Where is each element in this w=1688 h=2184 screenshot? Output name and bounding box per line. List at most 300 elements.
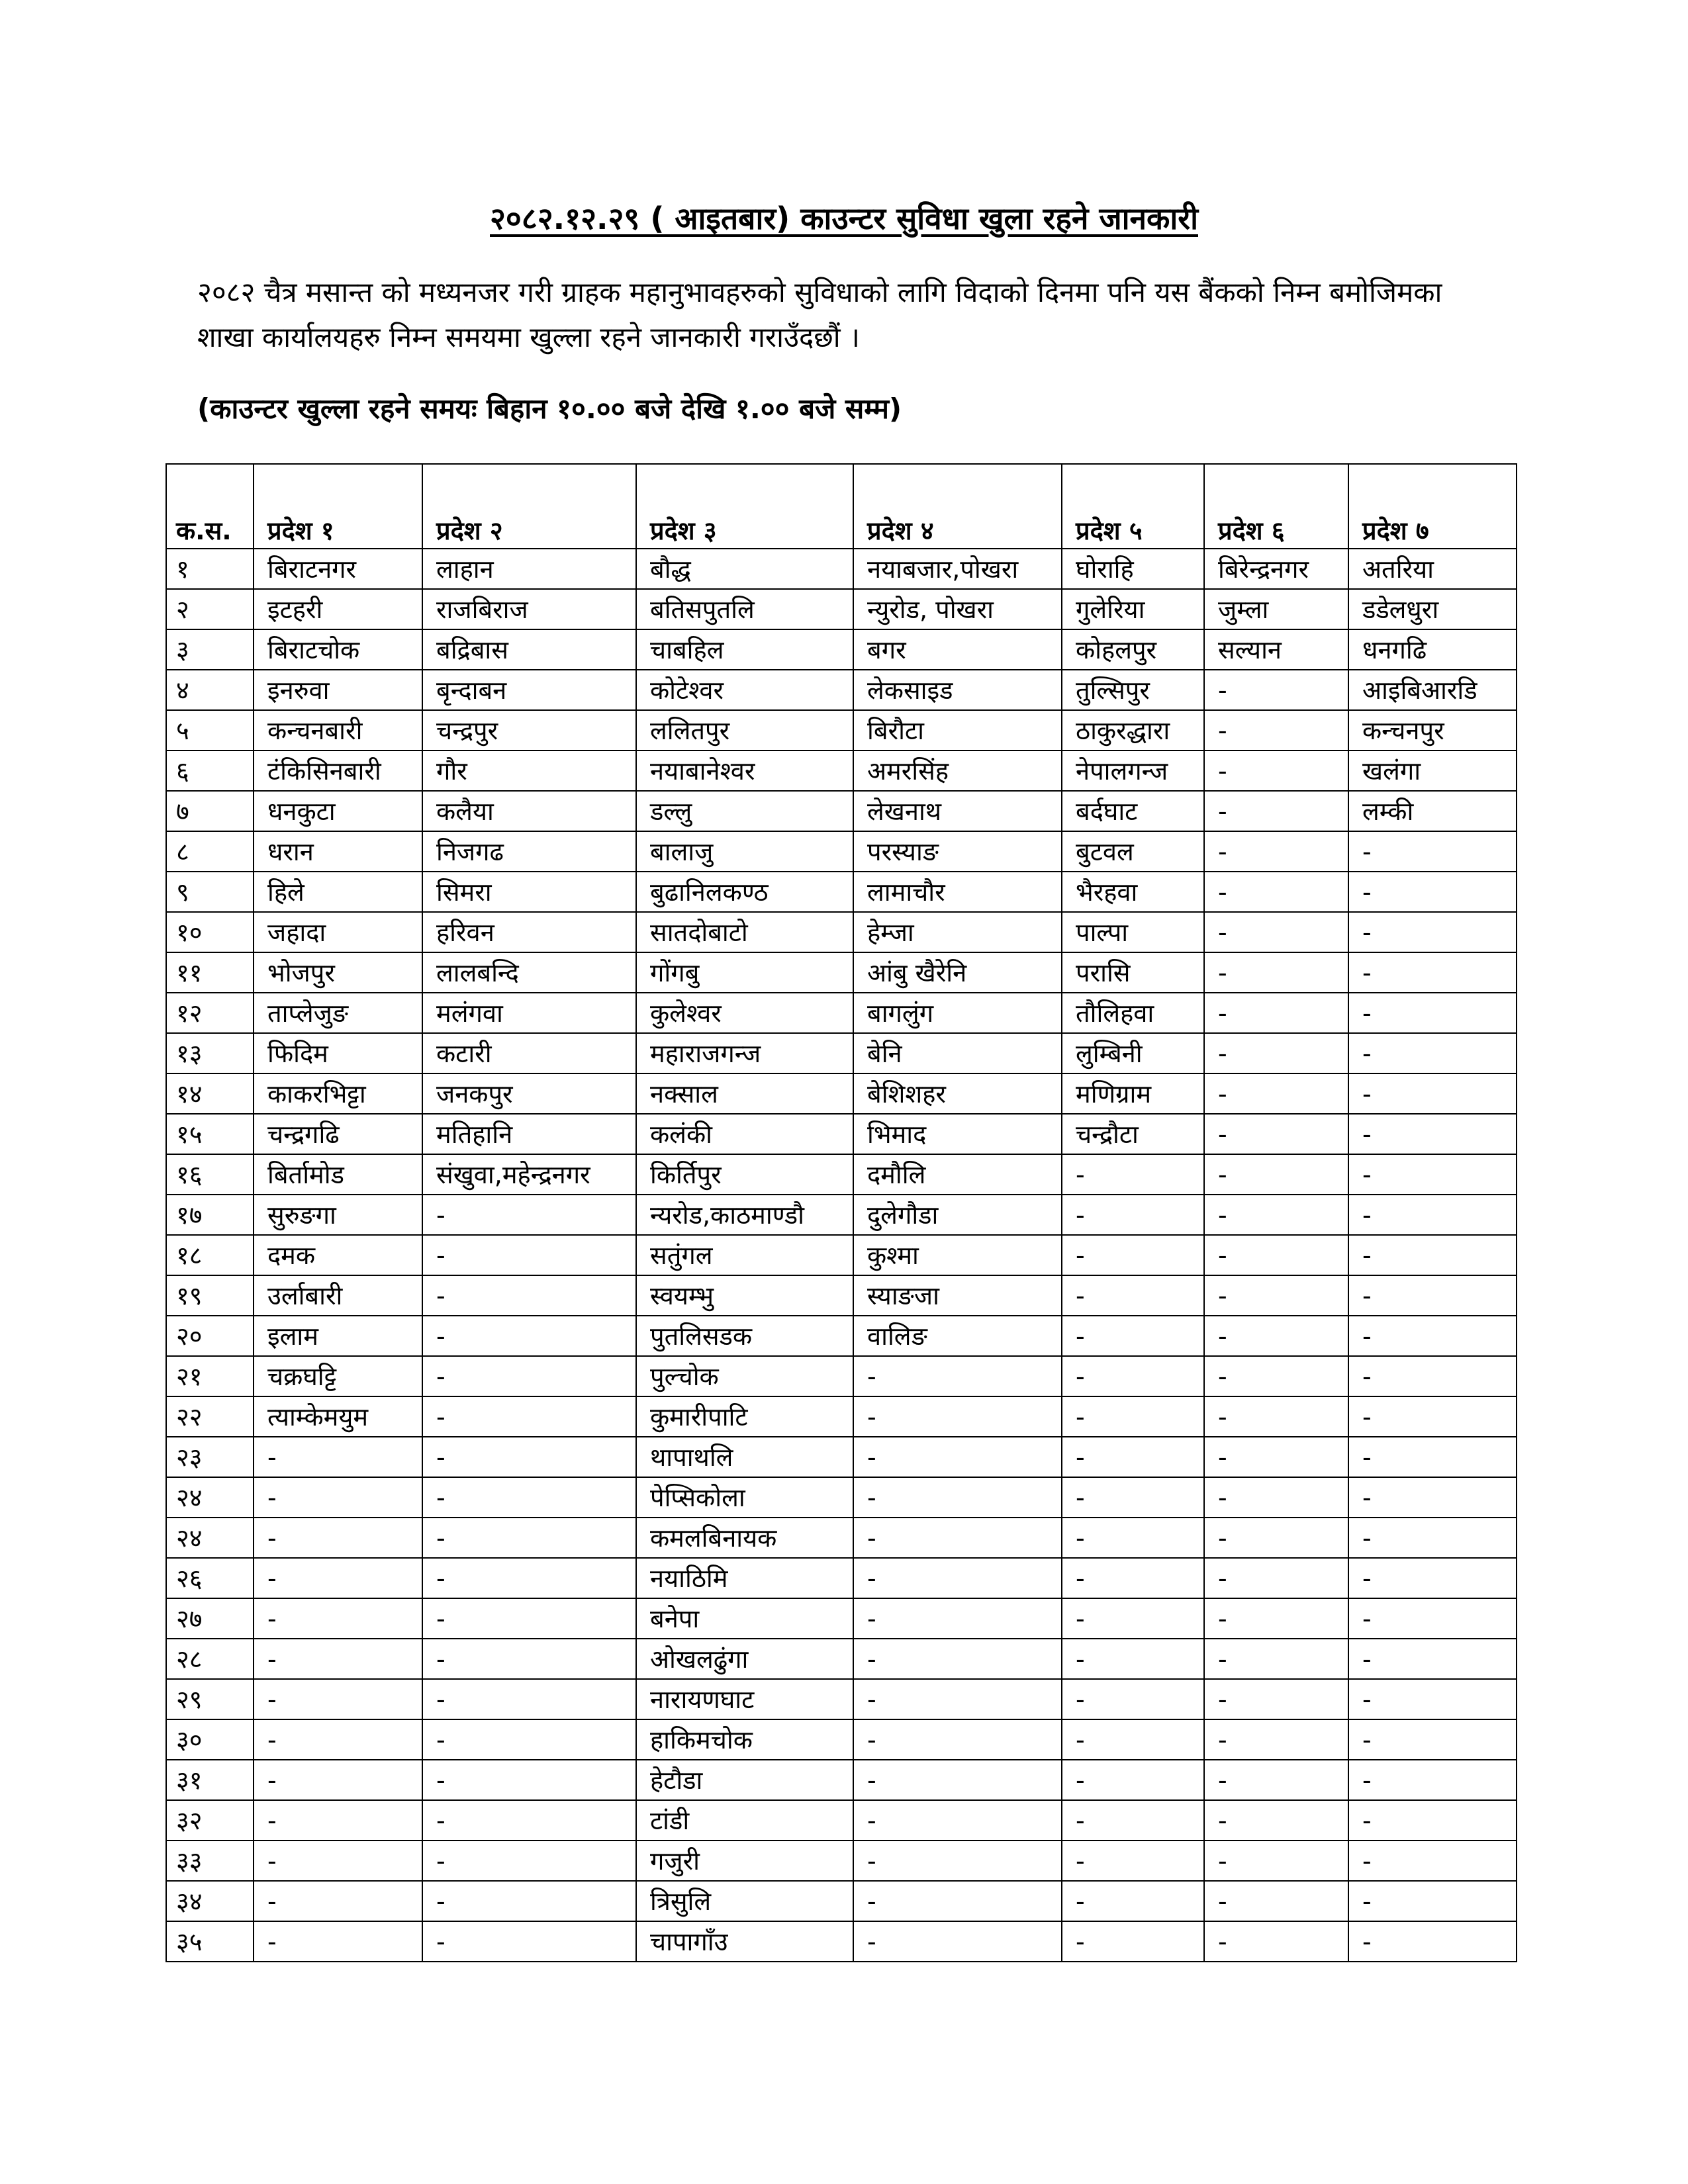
branch-name-cell: -	[1204, 1073, 1348, 1114]
branch-name-cell: -	[1348, 912, 1517, 952]
branch-name-cell: -	[1062, 1195, 1204, 1235]
branch-name-cell: -	[853, 1437, 1062, 1477]
branch-name-cell: -	[422, 1598, 636, 1639]
branch-name-cell: बालाजु	[636, 831, 853, 872]
branch-name-cell: -	[254, 1598, 422, 1639]
branch-name-cell: -	[1348, 1356, 1517, 1396]
serial-number-cell: १२	[166, 993, 254, 1033]
branch-name-cell: निजगढ	[422, 831, 636, 872]
branch-name-cell: बतिसपुतलि	[636, 589, 853, 629]
branch-name-cell: लेकसाइड	[853, 670, 1062, 710]
branch-name-cell: -	[853, 1477, 1062, 1518]
branch-name-cell: परस्याङ	[853, 831, 1062, 872]
branch-name-cell: -	[853, 1598, 1062, 1639]
branch-name-cell: जहादा	[254, 912, 422, 952]
branch-name-cell: -	[1348, 1477, 1517, 1518]
branch-name-cell: कोहलपुर	[1062, 629, 1204, 670]
branch-name-cell: चन्द्रपुर	[422, 710, 636, 751]
branch-name-cell: सल्यान	[1204, 629, 1348, 670]
branch-name-cell: मतिहानि	[422, 1114, 636, 1154]
branch-name-cell: -	[422, 1760, 636, 1800]
branch-name-cell: हाकिमचोक	[636, 1719, 853, 1760]
branch-name-cell: -	[1204, 952, 1348, 993]
branch-name-cell: -	[1062, 1558, 1204, 1598]
branch-name-cell: तौलिहवा	[1062, 993, 1204, 1033]
branch-name-cell: -	[422, 1719, 636, 1760]
branch-name-cell: -	[422, 1921, 636, 1962]
serial-number-cell: २८	[166, 1639, 254, 1679]
branch-name-cell: -	[1204, 791, 1348, 831]
branch-name-cell: संखुवा,महेन्द्रनगर	[422, 1154, 636, 1195]
table-row	[166, 993, 1517, 1033]
branch-name-cell: -	[254, 1719, 422, 1760]
branch-name-cell: टंकिसिनबारी	[254, 751, 422, 791]
branch-name-cell: त्रिसुलि	[636, 1881, 853, 1921]
branch-name-cell: गजुरी	[636, 1841, 853, 1881]
branch-name-cell: धनगढि	[1348, 629, 1517, 670]
branch-name-cell: -	[254, 1639, 422, 1679]
branch-name-cell: -	[254, 1760, 422, 1800]
serial-number-cell: १५	[166, 1114, 254, 1154]
table-row	[166, 670, 1517, 710]
table-row	[166, 1639, 1517, 1679]
serial-number-cell: ३३	[166, 1841, 254, 1881]
branch-name-cell: -	[1204, 1275, 1348, 1316]
branch-name-cell: -	[1204, 1841, 1348, 1881]
branch-name-cell: -	[1062, 1437, 1204, 1477]
branch-name-cell: फिदिम	[254, 1033, 422, 1073]
branch-name-cell: धनकुटा	[254, 791, 422, 831]
table-row	[166, 1396, 1517, 1437]
column-header-province-5: प्रदेश ५	[1062, 464, 1204, 549]
branch-name-cell: -	[422, 1437, 636, 1477]
branch-name-cell: कोटेश्वर	[636, 670, 853, 710]
branch-name-cell: ओखलढुंगा	[636, 1639, 853, 1679]
branch-name-cell: -	[1062, 1477, 1204, 1518]
branch-name-cell: -	[853, 1841, 1062, 1881]
branch-name-cell: लाहान	[422, 549, 636, 589]
branch-name-cell: -	[1348, 1881, 1517, 1921]
branch-name-cell: -	[853, 1760, 1062, 1800]
branch-name-cell: तुल्सिपुर	[1062, 670, 1204, 710]
branch-name-cell: चापागाँउ	[636, 1921, 853, 1962]
branch-name-cell: इटहरी	[254, 589, 422, 629]
serial-number-cell: १४	[166, 1073, 254, 1114]
branch-name-cell: -	[1062, 1316, 1204, 1356]
branch-name-cell: स्वयम्भु	[636, 1275, 853, 1316]
serial-number-cell: १९	[166, 1275, 254, 1316]
serial-number-cell: २४	[166, 1477, 254, 1518]
branch-name-cell: हेम्जा	[853, 912, 1062, 952]
branch-name-cell: -	[1204, 1518, 1348, 1558]
branch-name-cell: -	[853, 1679, 1062, 1719]
branch-name-cell: -	[422, 1396, 636, 1437]
branch-name-cell: न्यरोड,काठमाण्डौ	[636, 1195, 853, 1235]
branch-name-cell: -	[1204, 1881, 1348, 1921]
branch-name-cell: बागलुंग	[853, 993, 1062, 1033]
branch-name-cell: -	[422, 1195, 636, 1235]
branch-name-cell: चन्द्रगढि	[254, 1114, 422, 1154]
branch-name-cell: बिर्तामोड	[254, 1154, 422, 1195]
branch-name-cell: -	[1204, 1316, 1348, 1356]
branch-name-cell: कुलेश्वर	[636, 993, 853, 1033]
branch-name-cell: कलंकी	[636, 1114, 853, 1154]
branch-name-cell: -	[254, 1477, 422, 1518]
branch-name-cell: -	[1348, 1760, 1517, 1800]
branch-name-cell: काकरभिट्टा	[254, 1073, 422, 1114]
branch-name-cell: पुतलिसडक	[636, 1316, 853, 1356]
branch-name-cell: -	[422, 1881, 636, 1921]
branch-name-cell: -	[1348, 1275, 1517, 1316]
branch-name-cell: -	[1204, 1154, 1348, 1195]
branch-name-cell: -	[1204, 1598, 1348, 1639]
serial-number-cell: ३५	[166, 1921, 254, 1962]
branch-name-cell: सिमरा	[422, 872, 636, 912]
branch-name-cell: -	[1062, 1639, 1204, 1679]
branch-name-cell: -	[1348, 952, 1517, 993]
branch-name-cell: -	[422, 1477, 636, 1518]
branch-name-cell: -	[1062, 1235, 1204, 1275]
table-row	[166, 1195, 1517, 1235]
branch-name-cell: बृन्दाबन	[422, 670, 636, 710]
table-row	[166, 1760, 1517, 1800]
branch-name-cell: सुरुङगा	[254, 1195, 422, 1235]
branch-name-cell: -	[1348, 1639, 1517, 1679]
serial-number-cell: ४	[166, 670, 254, 710]
branch-name-cell: बेनि	[853, 1033, 1062, 1073]
branch-name-cell: -	[1348, 1800, 1517, 1841]
branch-name-cell: आंबु खैरेनि	[853, 952, 1062, 993]
branch-name-cell: खलंगा	[1348, 751, 1517, 791]
branch-name-cell: इलाम	[254, 1316, 422, 1356]
table-row	[166, 1154, 1517, 1195]
branch-name-cell: बेशिशहर	[853, 1073, 1062, 1114]
serial-number-cell: ३४	[166, 1881, 254, 1921]
branch-name-cell: -	[1348, 1033, 1517, 1073]
branch-name-cell: हरिवन	[422, 912, 636, 952]
branch-name-cell: -	[1348, 1114, 1517, 1154]
branch-name-cell: मलंगवा	[422, 993, 636, 1033]
branch-name-cell: गोंगबु	[636, 952, 853, 993]
serial-number-cell: ६	[166, 751, 254, 791]
branch-name-cell: सतुंगल	[636, 1235, 853, 1275]
serial-number-cell: ८	[166, 831, 254, 872]
branch-name-cell: -	[422, 1275, 636, 1316]
serial-number-cell: ३	[166, 629, 254, 670]
branch-name-cell: सातदोबाटो	[636, 912, 853, 952]
branch-name-cell: -	[1348, 1437, 1517, 1477]
branch-name-cell: -	[853, 1518, 1062, 1558]
table-row	[166, 1800, 1517, 1841]
branch-name-cell: कटारी	[422, 1033, 636, 1073]
serial-number-cell: २६	[166, 1558, 254, 1598]
column-header-province-6: प्रदेश ६	[1204, 464, 1348, 549]
branch-name-cell: कुमारीपाटि	[636, 1396, 853, 1437]
branch-name-cell: -	[422, 1639, 636, 1679]
serial-number-cell: १८	[166, 1235, 254, 1275]
table-row	[166, 1114, 1517, 1154]
serial-number-cell: ३१	[166, 1760, 254, 1800]
branch-name-cell: बिरौटा	[853, 710, 1062, 751]
branch-name-cell: -	[254, 1841, 422, 1881]
branch-name-cell: भोजपुर	[254, 952, 422, 993]
column-header-province-4: प्रदेश ४	[853, 464, 1062, 549]
table-row	[166, 549, 1517, 589]
branch-name-cell: -	[1204, 1114, 1348, 1154]
branch-name-cell: दुलेगौडा	[853, 1195, 1062, 1235]
branch-name-cell: लेखनाथ	[853, 791, 1062, 831]
branch-name-cell: -	[1062, 1518, 1204, 1558]
column-header-province-7: प्रदेश ७	[1348, 464, 1517, 549]
table-row	[166, 1719, 1517, 1760]
branch-name-cell: बुटवल	[1062, 831, 1204, 872]
table-row	[166, 1598, 1517, 1639]
branch-name-cell: -	[1204, 1356, 1348, 1396]
branch-name-cell: नयाठिमि	[636, 1558, 853, 1598]
branch-name-cell: -	[1348, 1719, 1517, 1760]
table-row	[166, 872, 1517, 912]
branch-name-cell: -	[1348, 872, 1517, 912]
branch-name-cell: -	[1204, 1760, 1348, 1800]
branch-name-cell: -	[254, 1800, 422, 1841]
branch-name-cell: -	[1348, 1921, 1517, 1962]
branch-name-cell: -	[1348, 1154, 1517, 1195]
branch-name-cell: हेटौडा	[636, 1760, 853, 1800]
header-row	[166, 464, 1517, 549]
branch-name-cell: -	[1204, 1800, 1348, 1841]
branch-name-cell: चाबहिल	[636, 629, 853, 670]
branch-name-cell: गौर	[422, 751, 636, 791]
branch-name-cell: नक्साल	[636, 1073, 853, 1114]
branch-name-cell: -	[1348, 1235, 1517, 1275]
serial-number-cell: ९	[166, 872, 254, 912]
branch-name-cell: -	[254, 1558, 422, 1598]
branch-name-cell: नारायणघाट	[636, 1679, 853, 1719]
branch-name-cell: दमक	[254, 1235, 422, 1275]
branch-name-cell: -	[1062, 1679, 1204, 1719]
table-row	[166, 1841, 1517, 1881]
branch-name-cell: न्युरोड, पोखरा	[853, 589, 1062, 629]
table-row	[166, 710, 1517, 751]
serial-number-cell: ११	[166, 952, 254, 993]
serial-number-cell: २९	[166, 1679, 254, 1719]
branch-name-cell: -	[1204, 1558, 1348, 1598]
branch-name-cell: बनेपा	[636, 1598, 853, 1639]
branch-name-cell: थापाथलि	[636, 1437, 853, 1477]
branch-name-cell: -	[1062, 1275, 1204, 1316]
table-row	[166, 1033, 1517, 1073]
branch-name-cell: घोराहि	[1062, 549, 1204, 589]
branch-name-cell: -	[1204, 1477, 1348, 1518]
branch-name-cell: पाल्पा	[1062, 912, 1204, 952]
branch-name-cell: बर्दघाट	[1062, 791, 1204, 831]
branch-name-cell: -	[1348, 1195, 1517, 1235]
serial-number-cell: ३२	[166, 1800, 254, 1841]
branch-name-cell: लुम्बिनी	[1062, 1033, 1204, 1073]
column-header-province-3: प्रदेश ३	[636, 464, 853, 549]
serial-number-cell: २०	[166, 1316, 254, 1356]
table-row	[166, 1558, 1517, 1598]
branch-name-cell: गुलेरिया	[1062, 589, 1204, 629]
branch-name-cell: -	[422, 1800, 636, 1841]
branch-name-cell: लालबन्दि	[422, 952, 636, 993]
branch-name-cell: बद्रिबास	[422, 629, 636, 670]
branch-name-cell: -	[1204, 831, 1348, 872]
branch-table-body	[166, 549, 1517, 1962]
branch-name-cell: -	[1348, 831, 1517, 872]
intro-paragraph: २०८२ चैत्र मसान्त को मध्यनजर गरी ग्राहक महानुभावहरुको सुविधाको लागि विदाको दिनमा पनि यस बैंकको निम्न बमोजिमका शाखा कार्यालयहरु निम्न समयमा खुल्ला रहने जानकारी गराउँदछौं ।	[197, 276, 1442, 353]
branch-name-cell: -	[1204, 1679, 1348, 1719]
branch-name-cell: -	[1348, 1841, 1517, 1881]
table-row	[166, 952, 1517, 993]
branch-name-cell: -	[1204, 1437, 1348, 1477]
branch-name-cell: डडेलधुरा	[1348, 589, 1517, 629]
table-row	[166, 1073, 1517, 1114]
branch-name-cell: -	[1204, 1639, 1348, 1679]
branch-name-cell: -	[1062, 1760, 1204, 1800]
branch-name-cell: -	[254, 1437, 422, 1477]
branch-name-cell: -	[1062, 1841, 1204, 1881]
branch-name-cell: कन्चनपुर	[1348, 710, 1517, 751]
branch-name-cell: -	[1204, 1719, 1348, 1760]
branch-name-cell: -	[422, 1679, 636, 1719]
table-row	[166, 1679, 1517, 1719]
column-header-province-2: प्रदेश २	[422, 464, 636, 549]
branch-name-cell: बिराटनगर	[254, 549, 422, 589]
table-row	[166, 629, 1517, 670]
branch-name-cell: -	[1348, 1558, 1517, 1598]
branch-name-cell: -	[422, 1841, 636, 1881]
branch-table	[165, 463, 1517, 1962]
branch-name-cell: -	[853, 1881, 1062, 1921]
table-row	[166, 791, 1517, 831]
document-title-text: २०८२.१२.२९ ( आइतबार) काउन्टर सुविधा खुला रहने जानकारी	[490, 201, 1198, 236]
branch-name-cell: -	[1348, 1679, 1517, 1719]
branch-name-cell: लम्की	[1348, 791, 1517, 831]
branch-name-cell: -	[1348, 1316, 1517, 1356]
serial-number-cell: १	[166, 549, 254, 589]
branch-name-cell: -	[254, 1518, 422, 1558]
branch-name-cell: -	[853, 1639, 1062, 1679]
branch-name-cell: -	[853, 1558, 1062, 1598]
branch-name-cell: -	[1204, 751, 1348, 791]
branch-name-cell: -	[853, 1921, 1062, 1962]
branch-name-cell: -	[422, 1518, 636, 1558]
branch-name-cell: कुश्मा	[853, 1235, 1062, 1275]
branch-name-cell: स्याङजा	[853, 1275, 1062, 1316]
table-row	[166, 1477, 1517, 1518]
branch-name-cell: परासि	[1062, 952, 1204, 993]
branch-name-cell: वालिङ	[853, 1316, 1062, 1356]
branch-name-cell: नयाबजार,पोखरा	[853, 549, 1062, 589]
branch-name-cell: टांडी	[636, 1800, 853, 1841]
branch-name-cell: -	[254, 1679, 422, 1719]
serial-number-cell: ३०	[166, 1719, 254, 1760]
branch-name-cell: -	[1062, 1356, 1204, 1396]
branch-name-cell: पेप्सिकोला	[636, 1477, 853, 1518]
branch-name-cell: -	[1204, 1396, 1348, 1437]
branch-name-cell: ताप्लेजुङ	[254, 993, 422, 1033]
branch-name-cell: अमरसिंह	[853, 751, 1062, 791]
table-row	[166, 1356, 1517, 1396]
branch-name-cell: चक्रघट्टि	[254, 1356, 422, 1396]
table-row	[166, 751, 1517, 791]
serial-number-cell: २७	[166, 1598, 254, 1639]
table-row	[166, 1437, 1517, 1477]
branch-name-cell: उर्लाबारी	[254, 1275, 422, 1316]
table-row	[166, 1518, 1517, 1558]
branch-name-cell: -	[1062, 1800, 1204, 1841]
branch-name-cell: -	[1348, 993, 1517, 1033]
serial-number-cell: २२	[166, 1396, 254, 1437]
branch-name-cell: -	[1348, 1073, 1517, 1114]
branch-name-cell: दमौलि	[853, 1154, 1062, 1195]
branch-name-cell: -	[1204, 993, 1348, 1033]
branch-name-cell: -	[1062, 1921, 1204, 1962]
serial-number-cell: ५	[166, 710, 254, 751]
table-row	[166, 1881, 1517, 1921]
branch-name-cell: मणिग्राम	[1062, 1073, 1204, 1114]
branch-name-cell: बौद्ध	[636, 549, 853, 589]
branch-name-cell: -	[1062, 1396, 1204, 1437]
branch-name-cell: कलैया	[422, 791, 636, 831]
serial-number-cell: ७	[166, 791, 254, 831]
table-row	[166, 831, 1517, 872]
branch-name-cell: पुल्चोक	[636, 1356, 853, 1396]
branch-name-cell: -	[1204, 912, 1348, 952]
serial-number-cell: २१	[166, 1356, 254, 1396]
branch-name-cell: -	[422, 1316, 636, 1356]
branch-name-cell: आइबिआरडि	[1348, 670, 1517, 710]
table-row	[166, 912, 1517, 952]
branch-name-cell: -	[422, 1356, 636, 1396]
serial-number-cell: १०	[166, 912, 254, 952]
serial-number-cell: २४	[166, 1518, 254, 1558]
branch-name-cell: -	[1204, 670, 1348, 710]
branch-name-cell: भैरहवा	[1062, 872, 1204, 912]
branch-name-cell: -	[1204, 710, 1348, 751]
branch-name-cell: अतरिया	[1348, 549, 1517, 589]
branch-name-cell: -	[853, 1719, 1062, 1760]
branch-name-cell: -	[422, 1235, 636, 1275]
counter-timing-note: (काउन्टर खुल्ला रहने समयः बिहान १०.०० बजे देखि १.०० बजे सम्म)	[197, 392, 902, 425]
table-row	[166, 589, 1517, 629]
branch-name-cell: ठाकुरद्धारा	[1062, 710, 1204, 751]
branch-name-cell: -	[1062, 1881, 1204, 1921]
branch-name-cell: -	[1204, 1921, 1348, 1962]
branch-name-cell: -	[1204, 1195, 1348, 1235]
branch-name-cell: त्याम्केमयुम	[254, 1396, 422, 1437]
branch-name-cell: -	[1204, 1235, 1348, 1275]
branch-name-cell: ललितपुर	[636, 710, 853, 751]
branch-name-cell: धरान	[254, 831, 422, 872]
column-header-serial: क.स.	[166, 464, 254, 549]
branch-name-cell: -	[853, 1800, 1062, 1841]
table-row	[166, 1316, 1517, 1356]
branch-name-cell: -	[1062, 1154, 1204, 1195]
column-header-province-1: प्रदेश १	[254, 464, 422, 549]
serial-number-cell: १३	[166, 1033, 254, 1073]
branch-name-cell: -	[254, 1921, 422, 1962]
branch-name-cell: -	[1348, 1518, 1517, 1558]
branch-name-cell: नयाबानेश्वर	[636, 751, 853, 791]
branch-name-cell: जुम्ला	[1204, 589, 1348, 629]
branch-name-cell: -	[853, 1396, 1062, 1437]
branch-name-cell: कन्चनबारी	[254, 710, 422, 751]
branch-name-cell: बिराटचोक	[254, 629, 422, 670]
branch-name-cell: लामाचौर	[853, 872, 1062, 912]
branch-name-cell: -	[1348, 1396, 1517, 1437]
